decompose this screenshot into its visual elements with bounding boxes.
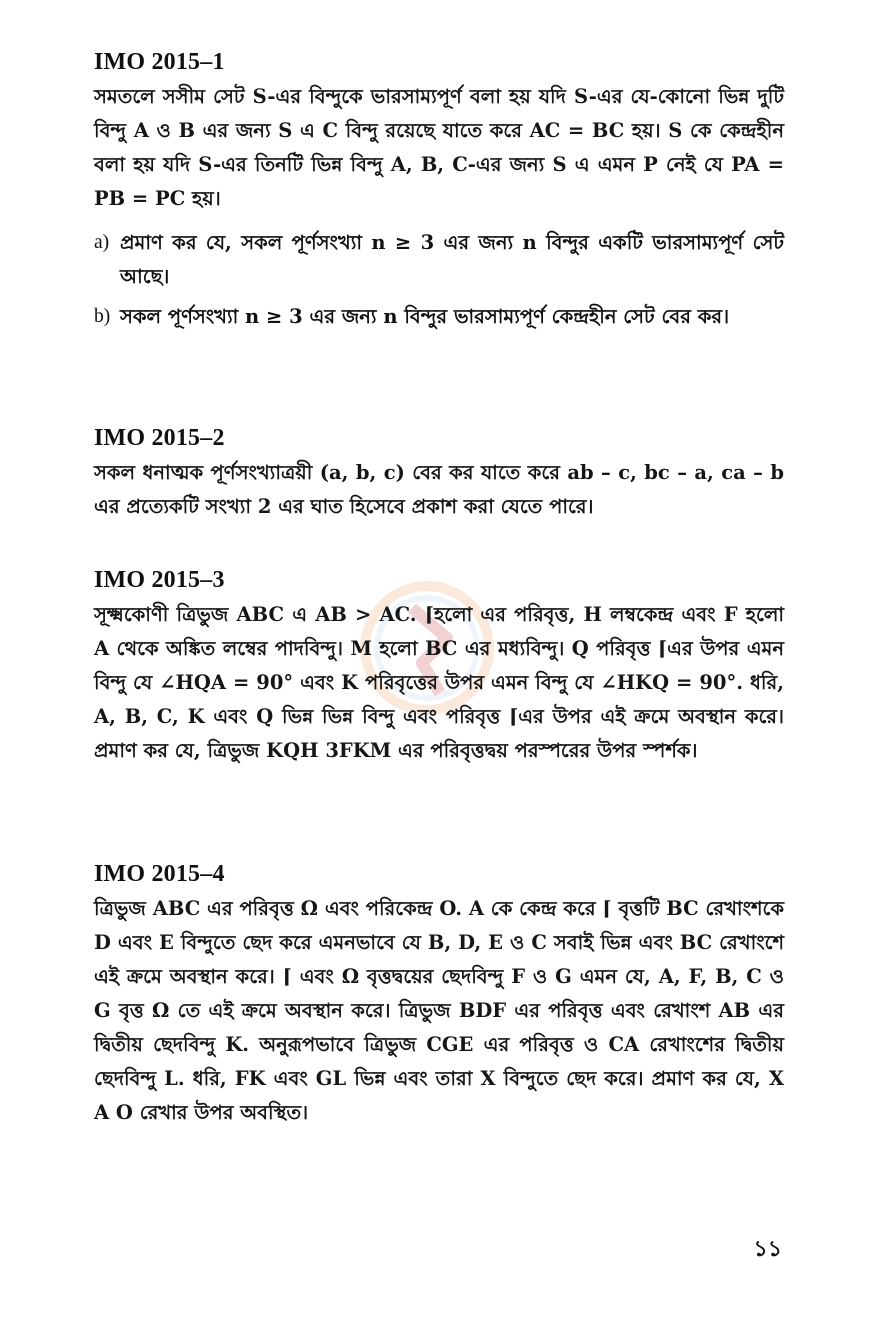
problem-part-a [94, 226, 784, 294]
page-number: ১১ [753, 1237, 782, 1262]
problem-2 [94, 424, 784, 524]
problem-4 [94, 860, 784, 1130]
problem-body: সমতলে সসীম সেট S-এর বিন্দুকে ভারসাম্যপূর্ণ বলা হয় যদি S-এর যে-কোনো ভিন্ন দুটি বিন্দু A ও B এর জন্য S এ C বিন্দু রয়েছে যাতে করে AC = BC হয়। S কে কেন্দ্রহীন বলা হয় যদি S-এর তিনটি ভিন্ন বিন্দু A, B, C-এর জন্য S এ এমন P নেই যে PA = PB = PC হয়। [94, 85, 784, 210]
problem-body: ত্রিভুজ ABC এর পরিবৃত্ত Ω এবং পরিকেন্দ্র O. A কে কেন্দ্র করে ⌈ বৃত্তটি BC রেখাংশকে D এবং E বিন্দুতে ছেদ করে এমনভাবে যে B, D, E ও C সবাই ভিন্ন এবং BC রেখাংশে এই ক্রমে অবস্থান করে। ⌈ এবং Ω বৃত্তদ্বয়ের ছেদবিন্দু F ও G এমন যে, A, F, B, C ও G বৃত্ত Ω তে এই ক্রমে অবস্থান করে। ত্রিভুজ BDF এর পরিবৃত্ত এবং রেখাংশ AB এর দ্বিতীয় ছেদবিন্দু K. অনুরূপভাবে ত্রিভুজ CGE এর পরিবৃত্ত ও CA রেখাংশের দ্বিতীয় ছেদবিন্দু L. ধরি, FK এবং GL ভিন্ন এবং তারা X বিন্দুতে ছেদ করে। প্রমাণ কর যে, X A O রেখার উপর অবস্থিত। [94, 897, 784, 1124]
part-text: প্রমাণ কর যে, সকল পূর্ণসংখ্যা n ≥ 3 এর জন্য n বিন্দুর একটি ভারসাম্যপূর্ণ সেট আছে। [120, 231, 784, 288]
problem-1 [94, 48, 784, 340]
problem-title: IMO 2015–3 [94, 567, 225, 593]
problem-3 [94, 566, 784, 768]
problem-title: IMO 2015–2 [94, 425, 225, 451]
problem-title: IMO 2015–4 [94, 861, 225, 887]
problem-title: IMO 2015–1 [94, 49, 225, 75]
part-text: সকল পূর্ণসংখ্যা n ≥ 3 এর জন্য n বিন্দুর ভারসাম্যপূর্ণ কেন্দ্রহীন সেট বের কর। [120, 305, 730, 328]
problem-body: সূক্ষ্মকোণী ত্রিভুজ ABC এ AB > AC. ⌈হলো এর পরিবৃত্ত, H লম্বকেন্দ্র এবং F হলো A থেকে অঙ্কিত লম্বের পাদবিন্দু। M হলো BC এর মধ্যবিন্দু। Q পরিবৃত্ত ⌈এর উপর এমন বিন্দু যে ∠HQA = 90° এবং K পরিবৃত্তের উপর এমন বিন্দু যে ∠HKQ = 90°. ধরি, A, B, C, K এবং Q ভিন্ন ভিন্ন বিন্দু এবং পরিবৃত্ত ⌈এর উপর এই ক্রমে অবস্থান করে। প্রমাণ কর যে, ত্রিভুজ KQH 3FKM এর পরিবৃত্তদ্বয় পরস্পরের উপর স্পর্শক। [94, 603, 784, 762]
part-marker: b) [94, 306, 111, 327]
problem-part-b [94, 300, 784, 334]
problem-parts [94, 226, 784, 334]
part-marker: a) [94, 232, 110, 253]
problem-body: সকল ধনাত্মক পূর্ণসংখ্যাত্রয়ী (a, b, c) বের কর যাতে করে ab – c, bc – a, ca – b এর প্রত্যেকটি সংখ্যা 2 এর ঘাত হিসেবে প্রকাশ করা যেতে পারে। [94, 461, 784, 518]
